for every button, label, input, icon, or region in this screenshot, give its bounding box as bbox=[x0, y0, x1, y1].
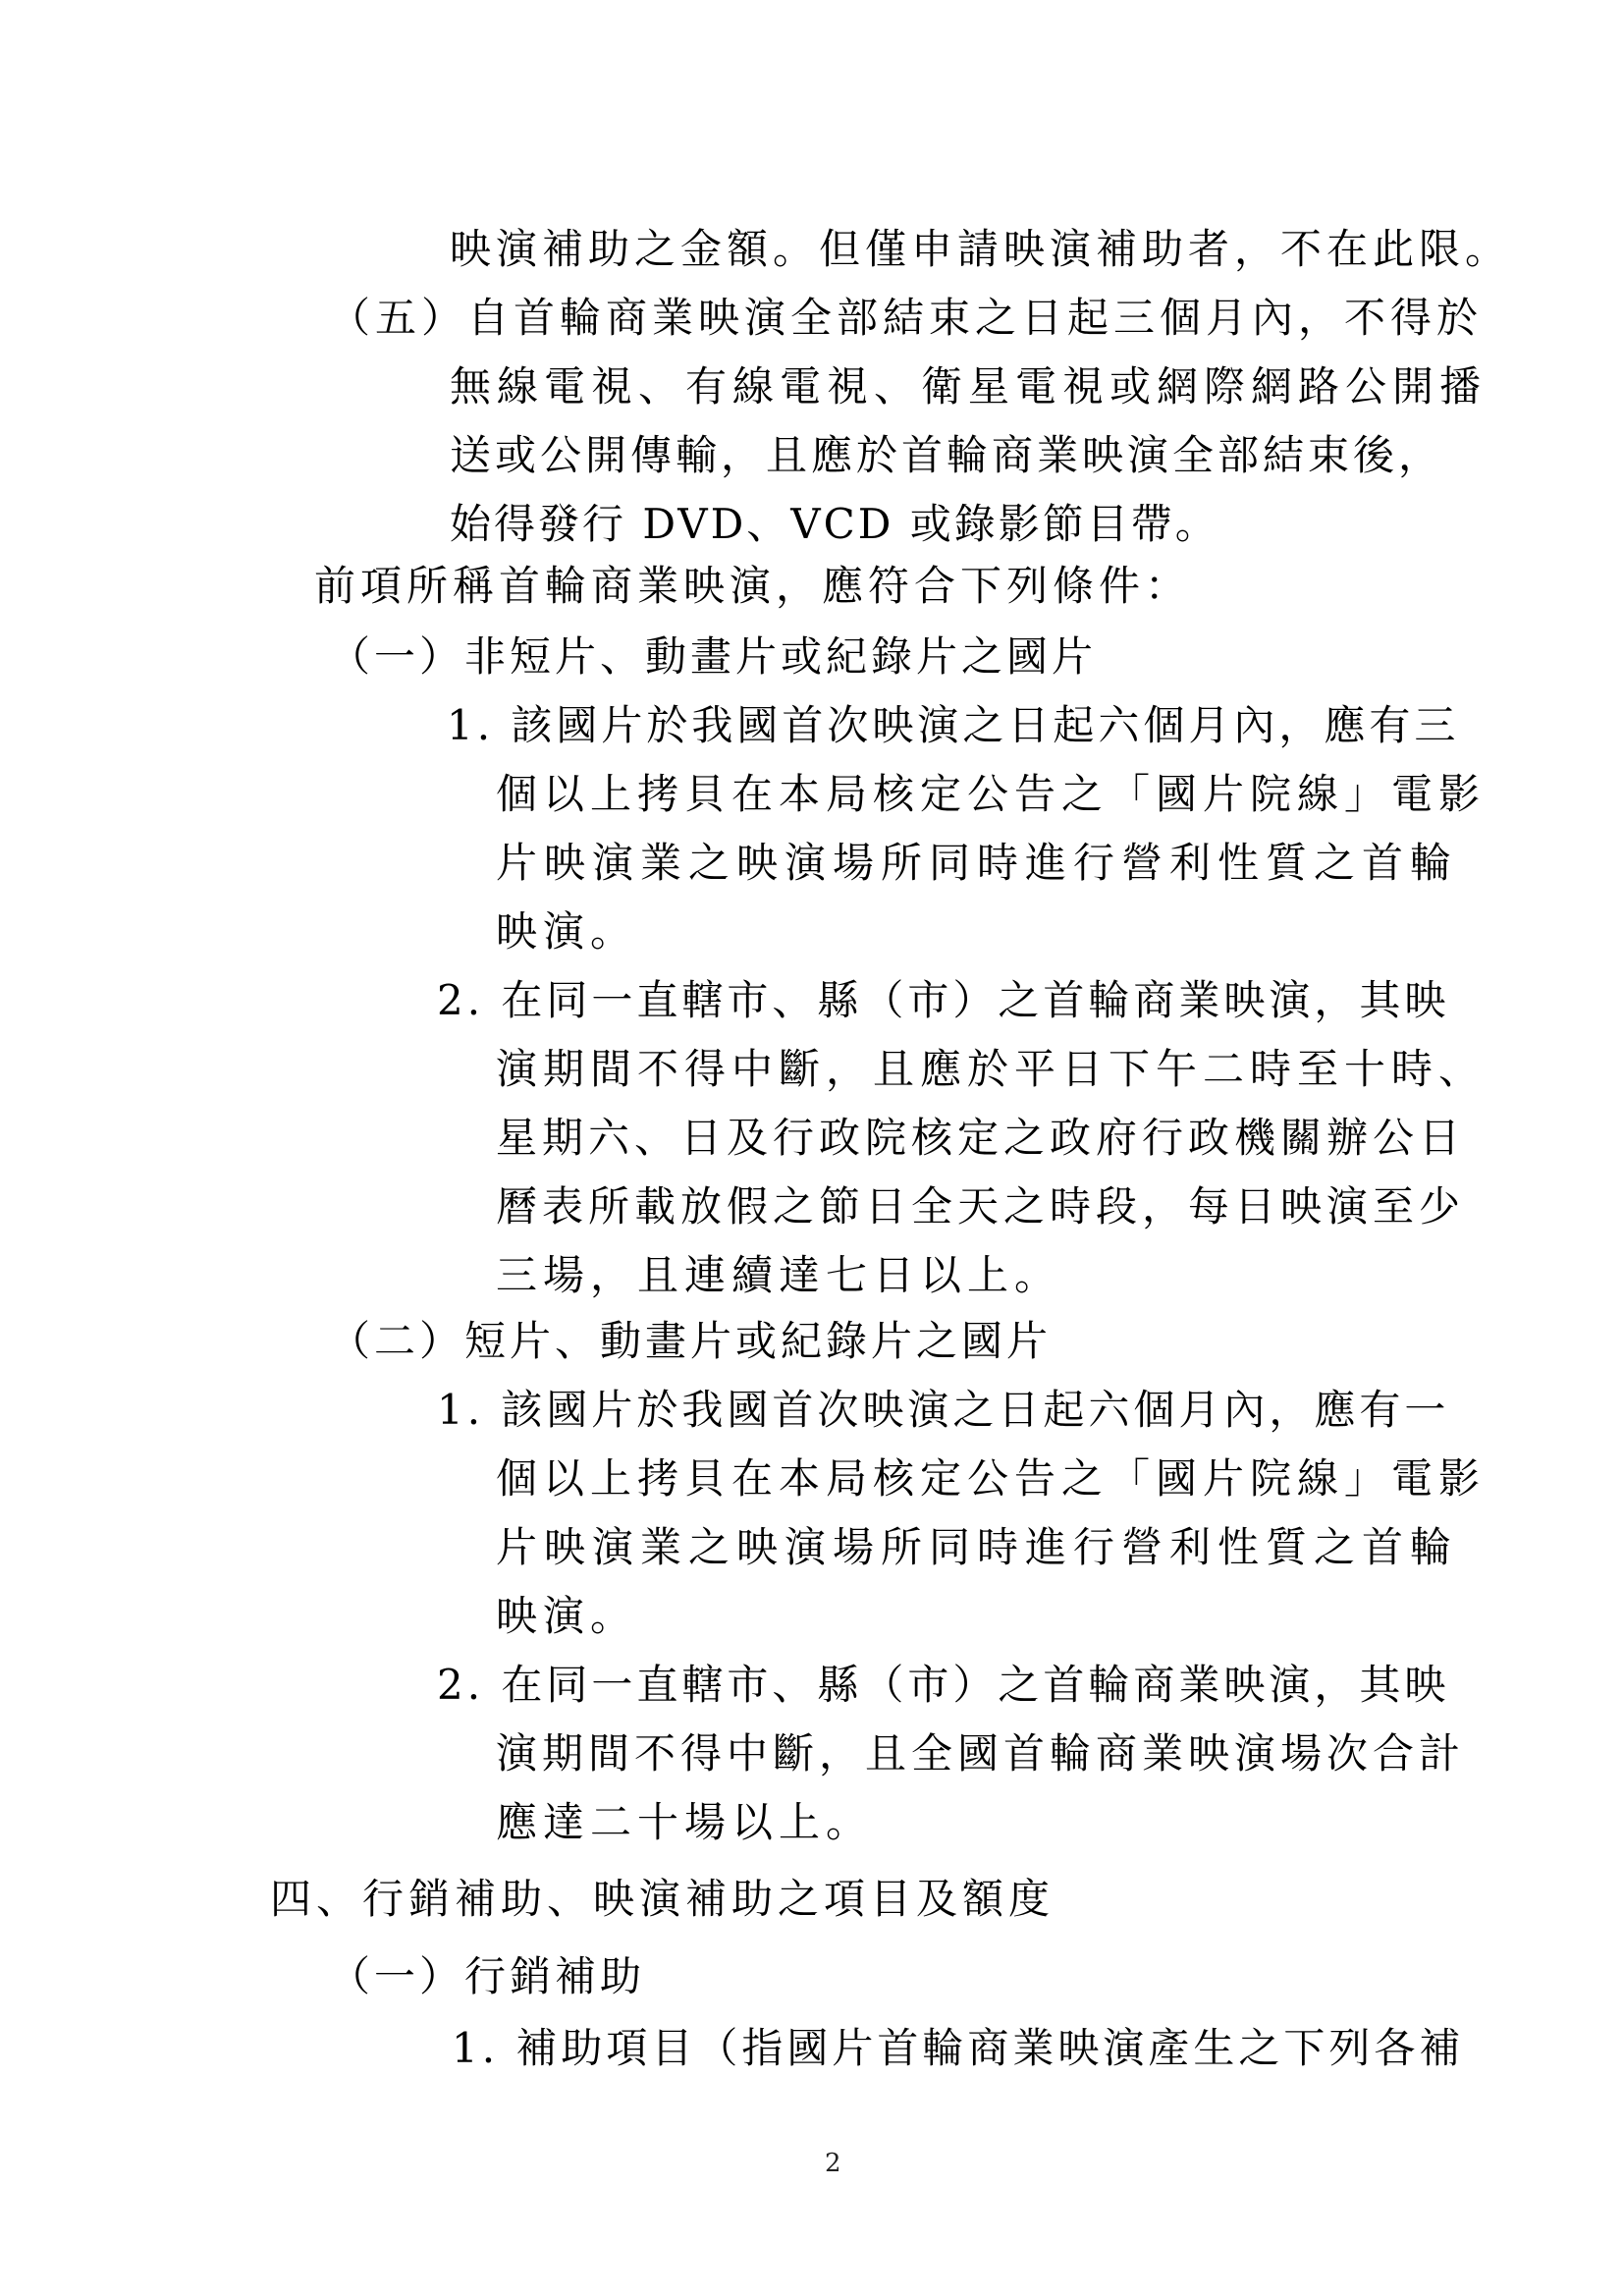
text-line: 星期六、日及行政院核定之政府行政機關辦公日 bbox=[496, 1114, 1466, 1162]
text-line: 前項所稱首輪商業映演，應符合下列條件： bbox=[314, 562, 1192, 610]
text-line: （二）短片、動畫片或紀錄片之國片 bbox=[329, 1317, 1053, 1365]
text-line: 2. 在同一直轄市、縣（市）之首輪商業映演，其映 bbox=[437, 1661, 1450, 1709]
text-line: 1. 該國片於我國首次映演之日起六個月內，應有一 bbox=[437, 1386, 1450, 1434]
text-line: 送或公開傳輸，且應於首輪商業映演全部結束後， bbox=[450, 431, 1444, 479]
text-line: 曆表所載放假之節日全天之時段，每日映演至少 bbox=[496, 1182, 1466, 1230]
text-line: 應達二十場以上。 bbox=[496, 1798, 874, 1846]
text-line: 無線電視、有線電視、衛星電視或網際網路公開播 bbox=[450, 362, 1488, 410]
text-line: 1. 該國片於我國首次映演之日起六個月內，應有三 bbox=[447, 701, 1460, 749]
text-line: 演期間不得中斷，且應於平日下午二時至十時、 bbox=[496, 1045, 1487, 1093]
text-line: 片映演業之映演場所同時進行營利性質之首輪 bbox=[496, 839, 1459, 887]
text-line: 1. 補助項目（指國片首輪商業映演產生之下列各補 bbox=[452, 2024, 1465, 2072]
text-line: （五）自首輪商業映演全部結束之日起三個月內，不得於 bbox=[329, 294, 1484, 342]
text-line: 個以上拷貝在本局核定公告之「國片院線」電影 bbox=[496, 1454, 1487, 1503]
text-line: 2. 在同一直轄市、縣（市）之首輪商業映演，其映 bbox=[437, 976, 1450, 1024]
text-line: （一）非短片、動畫片或紀錄片之國片 bbox=[329, 632, 1098, 681]
section-heading: 四、行銷補助、映演補助之項目及額度 bbox=[270, 1875, 1055, 1923]
text-line: 演期間不得中斷，且全國首輪商業映演場次合計 bbox=[496, 1729, 1466, 1777]
text-line: 個以上拷貝在本局核定公告之「國片院線」電影 bbox=[496, 770, 1487, 818]
text-line: 映演。 bbox=[496, 907, 638, 956]
text-line: 始得發行 DVD、VCD 或錄影節目帶。 bbox=[450, 500, 1219, 548]
text-line: 三場，且連續達七日以上。 bbox=[496, 1251, 1062, 1299]
text-line: 片映演業之映演場所同時進行營利性質之首輪 bbox=[496, 1523, 1459, 1571]
text-line: 映演補助之金額。但僅申請映演補助者，不在此限。 bbox=[450, 225, 1512, 273]
page-number: 2 bbox=[825, 2149, 841, 2178]
subsection-heading: （一）行銷補助 bbox=[329, 1952, 646, 2000]
text-line: 映演。 bbox=[496, 1592, 638, 1640]
